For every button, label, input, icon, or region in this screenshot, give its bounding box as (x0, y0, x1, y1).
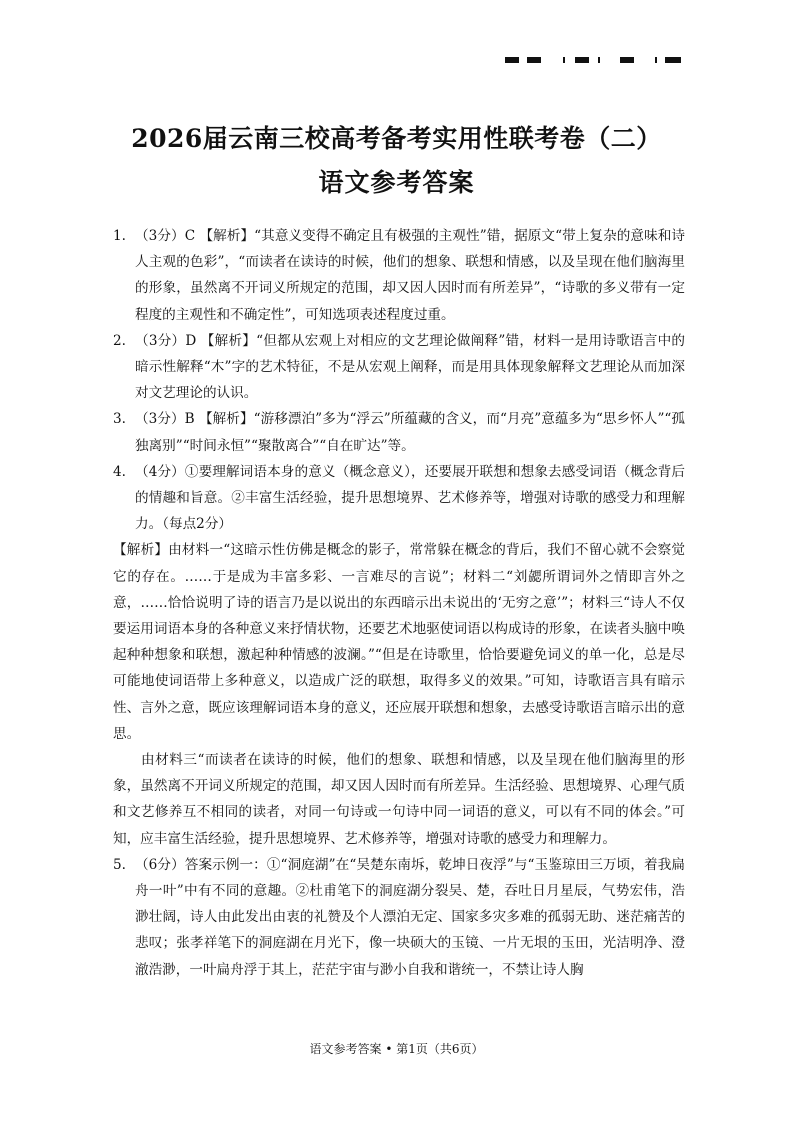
question-2 (113, 328, 685, 407)
question-number: 1. (113, 228, 126, 244)
analysis-paragraph: 【解析】由材料一“这暗示性仿佛是概念的影子，常常躲在概念的背后，我们不留心就不会察觉它的存在。……于是成为丰富多彩、一言难尽的言说”；材料二“刘勰所谓词外之情即言外之意，……恰恰说明了诗的语言乃是以说出的东西暗示出未说出的‘无穷之意’”；材料三“诗人不仅要运用词语本身的各种意义来抒情状物，还要艺术地驱使词语以构成诗的形象，在读者头脑中唤起种种想象和联想，激起种种情感的波澜。”“但是在诗歌里，恰恰要避免词义的单一化，总是尽可能地使词语带上多种意义，以造成广泛的联想，取得多义的效果。”可知，诗歌语言具有暗示性、言外之意，既应该理解词语本身的意义，还应展开联想和想象，去感受诗歌语言暗示出的意思。 (113, 542, 685, 742)
question-number: 5. (113, 856, 126, 873)
question-number: 3. (113, 411, 126, 428)
question-answer: （6分）答案示例一：①“洞庭湖”在“吴楚东南坼，乾坤日夜浮”与“玉鉴琼田三万顷，着我扁舟一叶”中有不同的意趣。②杜甫笔下的洞庭湖分裂吴、楚，吞吐日月星辰，气势宏伟，浩渺壮阔，诗人由此发出由衷的礼赞及个人漂泊无定、国家多灾多难的孤弱无助、迷茫痛苦的悲叹；张孝祥笔下的洞庭湖在月光下，像一块硕大的玉镜、一片无垠的玉田，光洁明净、澄澈浩渺，一叶扁舟浮于其上，茫茫宇宙与渺小自我和谐统一，不禁让诗人胸 (135, 856, 685, 978)
question-answer: （3分）D 【解析】“但都从宏观上对相应的文艺理论做阐释”错，材料一是用诗歌语言中的暗示性解释“木”字的艺术特征，不是从宏观上阐释，而是用具体现象解释文艺理论从而加深对文艺理论的认识。 (135, 332, 685, 402)
question-number: 2. (113, 332, 126, 349)
page-footer: 语文参考答案 • 第1页（共6页） (309, 1042, 484, 1056)
document-subtitle: 语文参考答案 (318, 168, 475, 197)
question-4-analysis (113, 537, 685, 851)
question-1 (113, 223, 685, 328)
answer-list (113, 223, 685, 983)
question-answer: （3分）C 【解析】“其意义变得不确定且有极强的主观性”错，据原文“带上复杂的意味和诗人主观的色彩”，“而读者在读诗的时候，他们的想象、联想和情感，以及呈现在他们脑海里的形象，虽然离不开词义所规定的范围，却又因人因时而有所差异”，“诗歌的多义带有一定程度的主观性和不确定性”，可知选项表述程度过重。 (135, 228, 685, 323)
question-answer: （3分）B 【解析】“游移漂泊”多为“浮云”所蕴藏的含义，而“月亮”意蕴多为“思乡怀人”“孤独离别”“时间永恒”“聚散离合”“自在旷达”等。 (135, 411, 685, 454)
question-3 (113, 406, 685, 458)
question-5 (113, 852, 685, 983)
question-answer: （4分）①要理解词语本身的意义（概念意义），还要展开联想和想象去感受词语（概念背后的情趣和旨意。②丰富生活经验，提升思想境界、艺术修养等，增强对诗歌的感受力和理解力。（每点2分） (135, 463, 685, 533)
header-registration-marks (505, 57, 685, 65)
analysis-paragraph: 由材料三“而读者在读诗的时候，他们的想象、联想和情感，以及呈现在他们脑海里的形象，虽然离不开词义所规定的范围，却又因人因时而有所差异。生活经验、思想境界、心理气质和文艺修养互不相同的读者，对同一句诗或一句诗中同一词语的意义，可以有不同的体会。”可知，应丰富生活经验，提升思想境界、艺术修养等，增强对诗歌的感受力和理解力。 (113, 752, 685, 847)
question-number: 4. (113, 463, 126, 480)
question-4 (113, 459, 685, 538)
document-title: 2026届云南三校高考备考实用性联考卷（二） (131, 124, 662, 153)
